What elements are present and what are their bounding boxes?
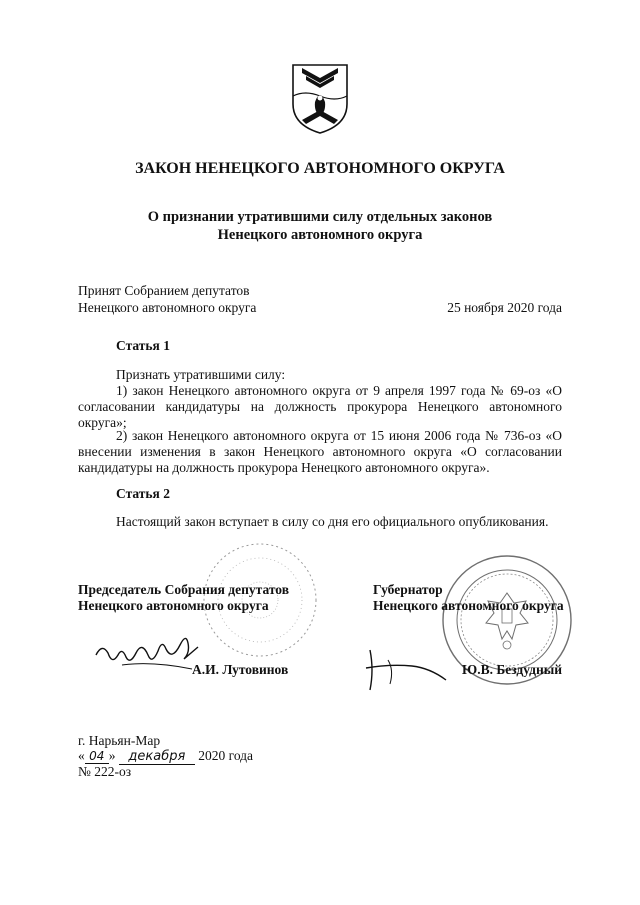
- left-signatory-title2: Ненецкого автономного округа: [78, 598, 269, 613]
- footer-law-number: № 222-оз: [78, 764, 132, 779]
- left-handwritten-signature: [92, 625, 202, 675]
- article1-item1: 1) закон Ненецкого автономного округа от 9 апреля 1997 года № 69-оз «О согласовании кандидатуры на должность прокурора Ненецкого автономного округа»;: [78, 383, 562, 430]
- article1-heading: Статья 1: [116, 338, 170, 353]
- left-signatory-title1: Председатель Собрания депутатов: [78, 582, 290, 597]
- date-quote-close: »: [108, 748, 116, 763]
- footer-date: [78, 748, 253, 765]
- law-subtitle-line1: О признании утратившими силу отдельных законов: [147, 209, 493, 225]
- law-title: ЗАКОН НЕНЕЦКОГО АВТОНОМНОГО ОКРУГА: [135, 160, 505, 177]
- adoption-line2: Ненецкого автономного округа: [78, 300, 257, 315]
- footer-city: г. Нарьян-Мар: [78, 733, 161, 748]
- coat-of-arms-emblem: [290, 62, 350, 136]
- law-subtitle-line2: Ненецкого автономного округа: [217, 227, 423, 243]
- adoption-line1: Принят Собранием депутатов: [78, 283, 250, 298]
- article1-item2: 2) закон Ненецкого автономного округа от 15 июня 2006 года № 736-оз «О внесении изменения в закон Ненецкого автономного округа «О согласовании кандидатуры на должность прокурора Ненецкого автономного округа».: [78, 428, 562, 475]
- footer-day: 04: [85, 749, 109, 764]
- article2-heading: Статья 2: [116, 486, 170, 501]
- article1-intro: Признать утратившими силу:: [116, 367, 286, 382]
- adoption-date: 25 ноября 2020 года: [447, 300, 562, 315]
- right-signatory-title2: Ненецкого автономного округа: [373, 598, 564, 613]
- right-signatory-name: Ю.В. Бездудный: [462, 662, 563, 677]
- footer-month: декабря: [119, 749, 195, 765]
- left-signatory-name: А.И. Лутовинов: [192, 662, 289, 677]
- right-signatory-title1: Губернатор: [373, 582, 443, 597]
- footer-year: 2020 года: [198, 748, 254, 763]
- date-quote-open: «: [78, 748, 85, 763]
- article2-text: Настоящий закон вступает в силу со дня его официального опубликования.: [116, 514, 549, 529]
- right-handwritten-signature: [360, 640, 450, 700]
